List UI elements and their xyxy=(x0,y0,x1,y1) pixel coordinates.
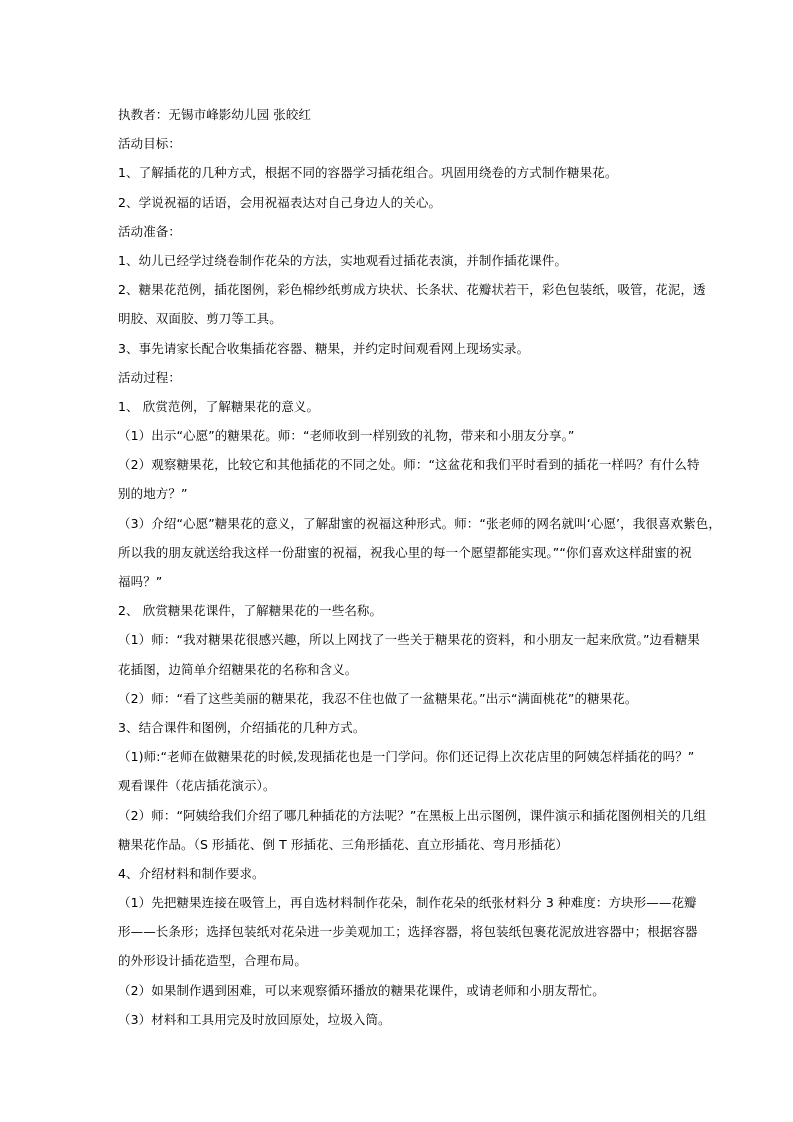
process-step-4-2: （2）如果制作遇到困难，可以来观察循环播放的糖果花课件，或请老师和小朋友帮忙。 xyxy=(118,982,605,998)
goal-item-1: 1、了解插花的几种方式，根据不同的容器学习插花组合。巩固用绕卷的方式制作糖果花。 xyxy=(118,165,618,181)
process-step-3-2: （2）师：“阿姨给我们介绍了哪几种插花的方法呢？”在黑板上出示图例，课件演示和插花图例相关的几组 xyxy=(118,807,707,823)
process-step-3-1: （1)师:“老师在做糖果花的时候,发现插花也是一门学问。你们还记得上次花店里的阿姨怎样插花的吗？” xyxy=(118,749,695,765)
process-step-1-3: （3）介绍“心愿”糖果花的意义，了解甜蜜的祝福这种形式。师：“张老师的网名就叫‘心愿’，我很喜欢紫色， xyxy=(118,515,721,531)
process-step-2: 2、 欣赏糖果花课件，了解糖果花的一些名称。 xyxy=(118,603,383,619)
process-step-4-1: （1）先把糖果连接在吸管上，再自选材料制作花朵，制作花朵的纸张材料分 3 种难度：方块形——花瓣 xyxy=(118,895,697,911)
prep-item-1: 1、幼儿已经学过绕卷制作花朵的方法，实地观看过插花表演，并制作插花课件。 xyxy=(118,252,568,268)
process-step-2-1-cont: 花插图，边简单介绍糖果花的名称和含义。 xyxy=(118,661,358,677)
goal-item-2: 2、学说祝福的话语，会用祝福表达对自己身边人的关心。 xyxy=(118,194,442,210)
process-step-1-3-cont2: 福吗？” xyxy=(118,574,163,589)
prep-item-2: 2、糖果花范例，插花图例，彩色棉纱纸剪成方块状、长条状、花瓣状若干，彩色包装纸，吸管，花泥，透 xyxy=(118,282,706,298)
process-step-3: 3、结合课件和图例，介绍插花的几种方式。 xyxy=(118,719,366,735)
process-step-4-3: （3）材料和工具用完及时放回原处，垃圾入筒。 xyxy=(118,1011,391,1027)
prep-item-3: 3、事先请家长配合收集插花容器、糖果，并约定时间观看网上现场实录。 xyxy=(118,340,530,356)
section-heading-goals: 活动目标： xyxy=(118,136,182,152)
process-step-4-1-cont2: 的外形设计插花造型，合理布局。 xyxy=(118,953,308,969)
process-step-1-3-cont: 所以我的朋友就送给我这样一份甜蜜的祝福，祝我心里的每一个愿望都能实现。”“你们喜欢这样甜蜜的祝 xyxy=(118,544,692,560)
process-step-2-2: （2）师：“看了这些美丽的糖果花，我忍不住也做了一盆糖果花。”出示“满面桃花”的糖果花。 xyxy=(118,690,638,706)
process-step-4-1-cont: 形——长条形；选择包装纸对花朵进一步美观加工；选择容器，将包装纸包裹花泥放进容器中；根据容器 xyxy=(118,924,698,940)
process-step-2-1: （1）师：“我对糖果花很感兴趣，所以上网找了一些关于糖果花的资料，和小朋友一起来欣赏。”边看糖果 xyxy=(118,632,700,648)
author-line: 执教者：无锡市峰影幼儿园 张皎红 xyxy=(118,107,312,122)
process-step-3-2-cont: 糖果花作品。（S 形插花、倒 T 形插花、三角形插花、直立形插花、弯月形插花） xyxy=(118,836,569,852)
document-body xyxy=(118,100,721,1034)
process-step-1-2: （2）观察糖果花，比较它和其他插花的不同之处。师：“这盆花和我们平时看到的插花一样吗？有什么特 xyxy=(118,457,700,473)
process-step-3-1-cont: 观看课件（花店插花演示）。 xyxy=(118,778,276,794)
prep-item-2-cont: 明胶、双面胶、剪刀等工具。 xyxy=(118,311,282,327)
process-step-1-1: （1）出示“心愿”的糖果花。师：“老师收到一样别致的礼物，带来和小朋友分享。” xyxy=(118,428,575,444)
process-step-4: 4、介绍材料和制作要求。 xyxy=(118,865,265,881)
process-step-1-2-cont: 别的地方？” xyxy=(118,486,188,502)
section-heading-preparation: 活动准备： xyxy=(118,223,182,239)
process-step-1: 1、 欣赏范例，了解糖果花的意义。 xyxy=(118,398,320,414)
section-heading-process: 活动过程： xyxy=(118,369,182,385)
